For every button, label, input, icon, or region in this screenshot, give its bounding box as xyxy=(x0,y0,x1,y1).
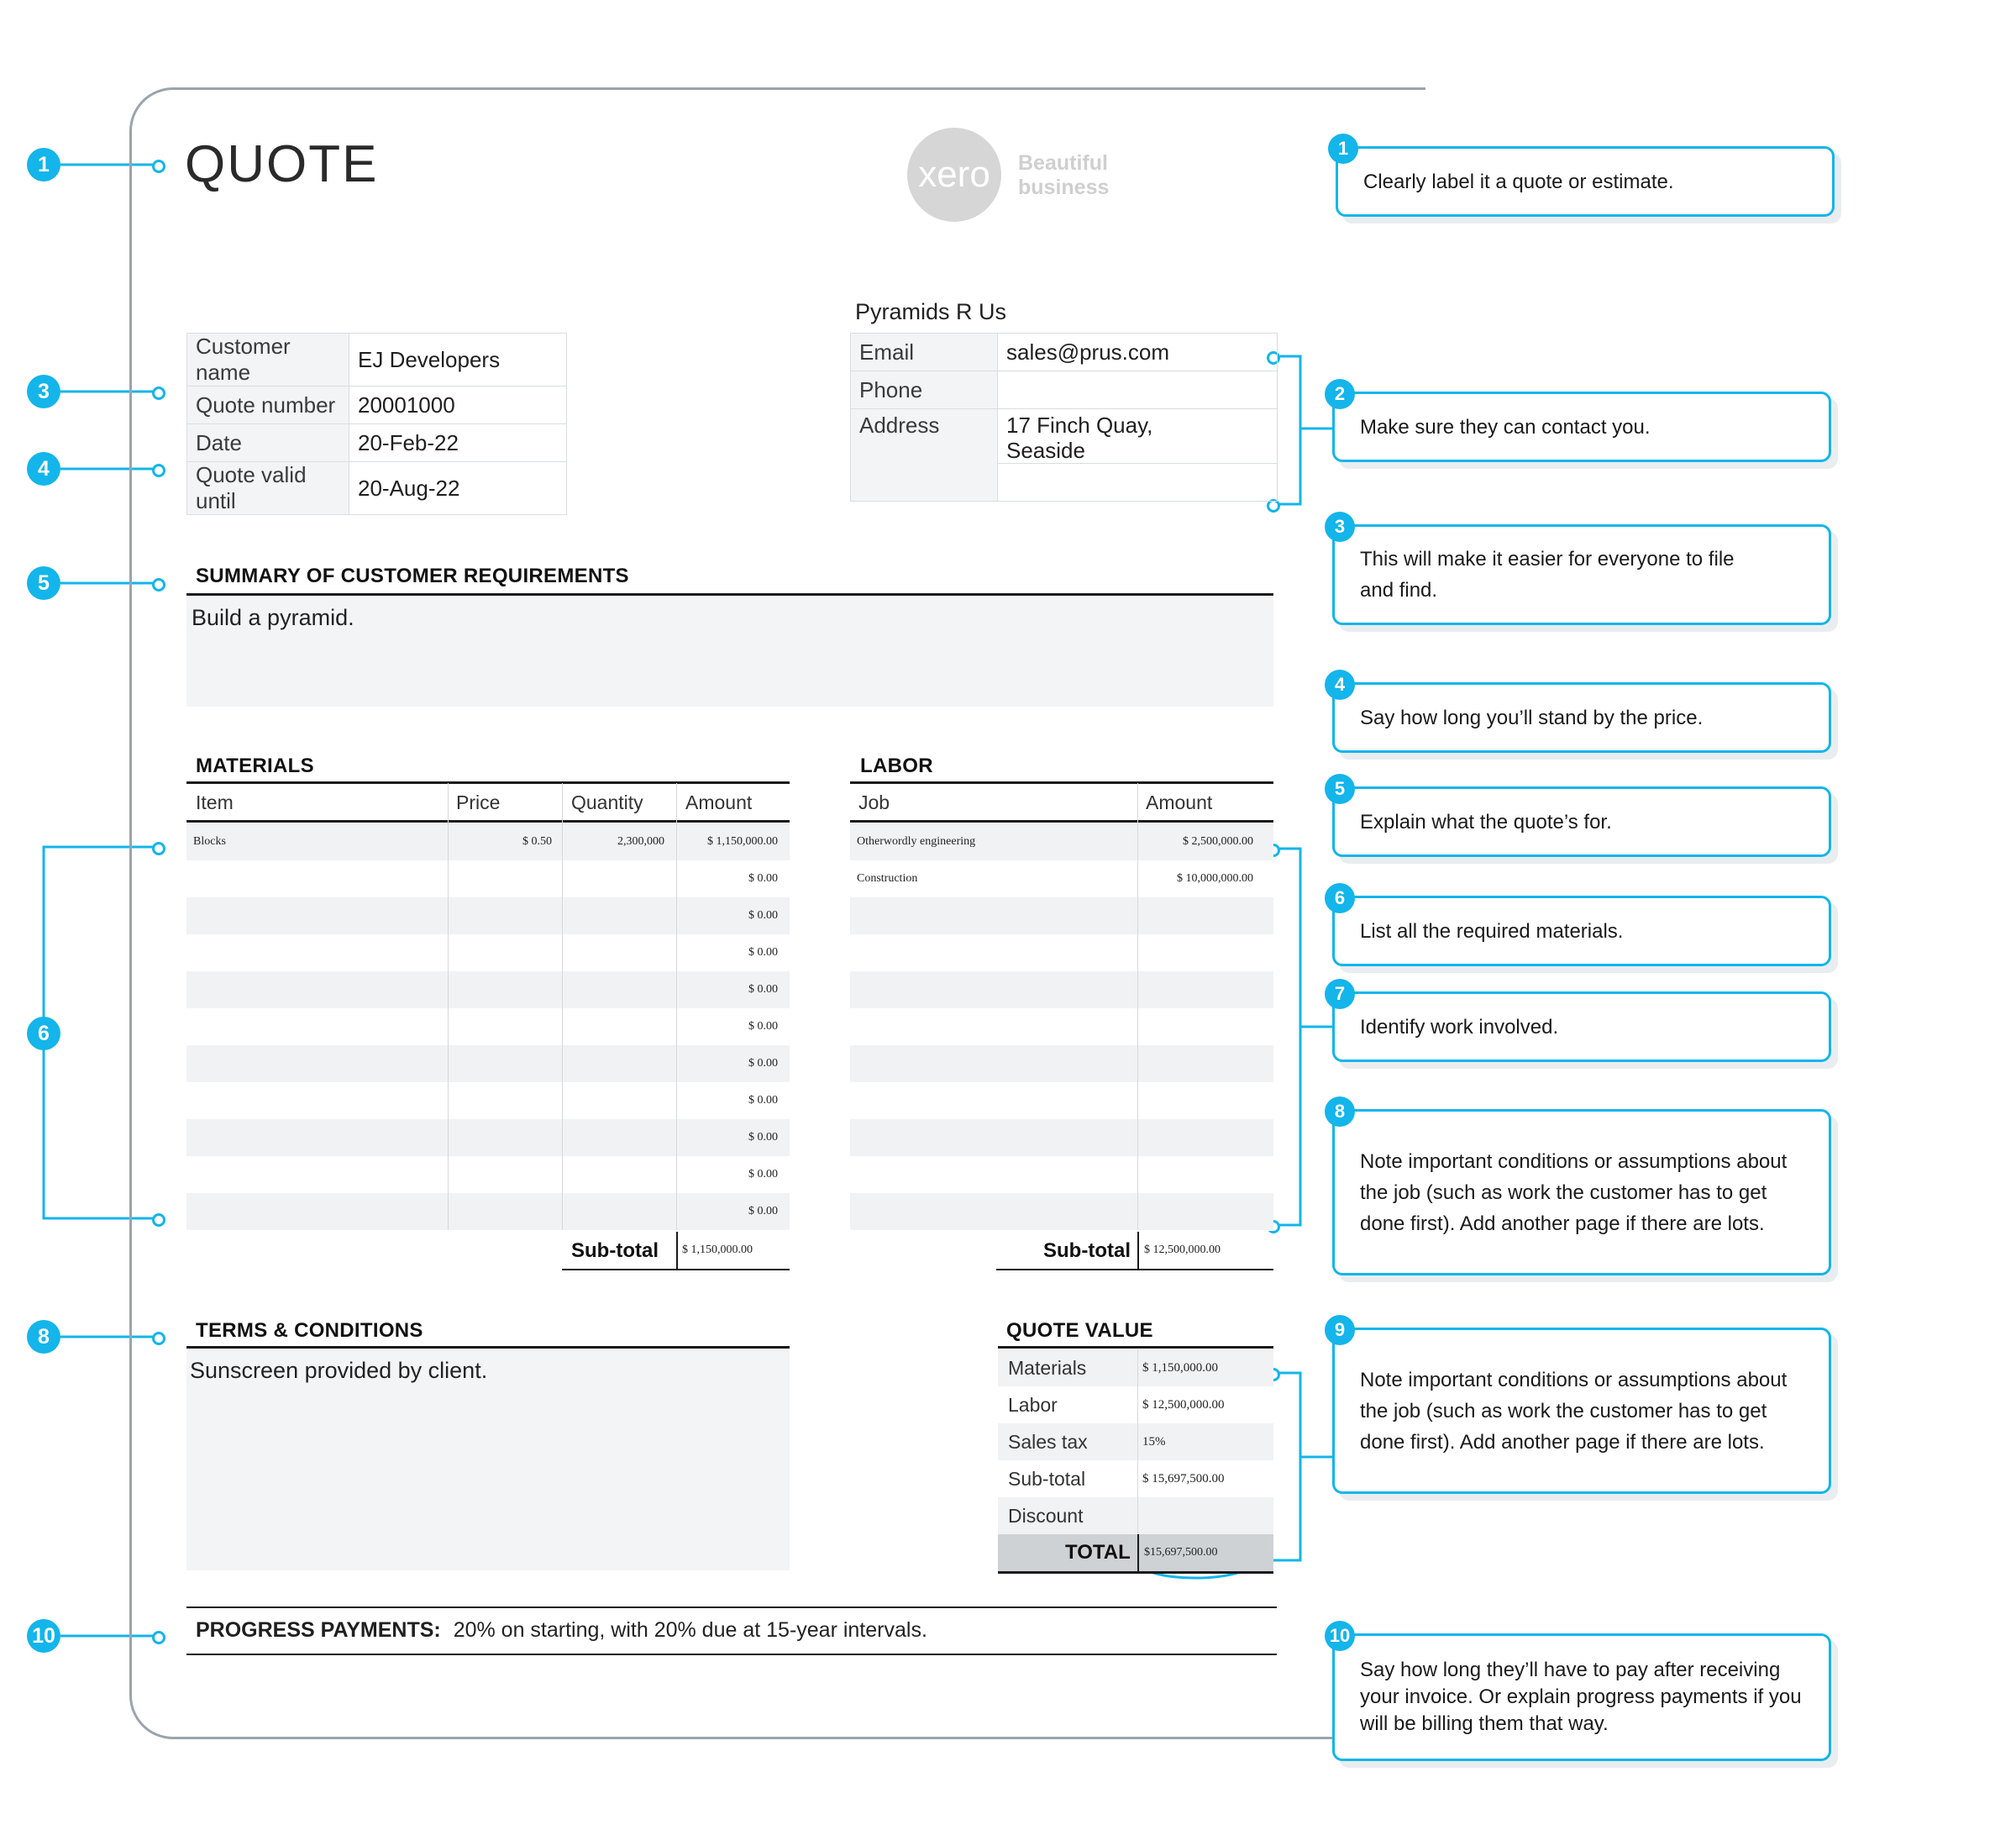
email-value: sales@prus.com xyxy=(998,334,1278,371)
quote-value-label: Sales tax xyxy=(1008,1431,1088,1453)
marker-dot xyxy=(152,1332,165,1345)
table-row xyxy=(850,1045,1273,1083)
callout-9 xyxy=(1332,1319,1831,1494)
marker-dot xyxy=(152,464,165,477)
quote-value-amount: 15% xyxy=(1142,1435,1166,1449)
materials-divider xyxy=(448,783,449,1230)
table-row xyxy=(186,1045,790,1083)
email-label: Email xyxy=(851,334,998,371)
quote-number-value: 20001000 xyxy=(349,387,567,424)
material-amount-cell: $ 0.00 xyxy=(748,1168,778,1181)
table-row xyxy=(186,1119,790,1157)
progress-label: PROGRESS PAYMENTS: xyxy=(196,1618,441,1642)
quote-value-row xyxy=(998,1349,1273,1386)
labor-amount-cell xyxy=(1137,1119,1273,1156)
callout-10 xyxy=(1329,1625,1831,1761)
material-quantity-cell xyxy=(562,1082,676,1119)
material-item-cell xyxy=(193,1156,445,1193)
quote-value-amount: $ 1,150,000.00 xyxy=(1142,1361,1218,1375)
labor-amount-cell xyxy=(1137,1008,1273,1045)
callout-1-number: 1 xyxy=(1328,134,1358,164)
labor-divider xyxy=(1137,783,1138,1230)
labor-subtotal-rule xyxy=(996,1269,1273,1270)
materials-subtotal-divider xyxy=(676,1232,678,1269)
marker-1: 1 xyxy=(27,148,60,181)
quote-value-amount: $ 12,500,000.00 xyxy=(1142,1398,1225,1412)
material-price-cell xyxy=(448,971,562,1008)
quote-number-label: Quote number xyxy=(187,387,349,424)
labor-amount-cell: $ 2,500,000.00 xyxy=(1183,835,1253,848)
labor-job-cell: Construction xyxy=(857,872,918,885)
progress-payments xyxy=(196,1618,927,1643)
material-amount-cell: $ 0.00 xyxy=(748,1205,778,1217)
phone-label: Phone xyxy=(851,371,998,409)
customer-details-table xyxy=(186,333,567,515)
material-item-cell xyxy=(193,1082,445,1119)
labor-table-body xyxy=(850,823,1273,1230)
address-line-1: 17 Finch Quay, xyxy=(1006,413,1153,438)
marker-dot xyxy=(152,1631,165,1644)
labor-job-cell xyxy=(857,1119,1134,1156)
material-price-cell xyxy=(448,1156,562,1193)
callout-8-text: Note important conditions or assumptions about the job (such as work the customer has to get done first). Add another page if there are lots. xyxy=(1360,1149,1788,1235)
labor-amount-cell xyxy=(1137,1045,1273,1082)
tagline-line-2: business xyxy=(1018,176,1110,199)
material-price-cell xyxy=(448,1119,562,1156)
total-value: $15,697,500.00 xyxy=(1144,1546,1218,1559)
materials-subtotal-label: Sub-total xyxy=(571,1239,659,1262)
table-row xyxy=(850,1082,1273,1120)
progress-top-rule xyxy=(186,1607,1277,1608)
labor-amount-cell xyxy=(1137,934,1273,971)
table-row xyxy=(186,1156,790,1194)
terms-heading: TERMS & CONDITIONS xyxy=(196,1319,423,1342)
callout-3-text: This will make it easier for everyone to file and find. xyxy=(1360,548,1735,602)
table-row xyxy=(850,1119,1273,1157)
materials-subtotal-value: $ 1,150,000.00 xyxy=(682,1244,753,1256)
callout-10-number: 10 xyxy=(1325,1621,1355,1651)
marker-4: 4 xyxy=(27,452,60,486)
materials-table-body xyxy=(186,823,790,1230)
marker-10: 10 xyxy=(27,1619,60,1653)
total-row xyxy=(998,1534,1273,1574)
materials-heading: MATERIALS xyxy=(196,755,314,777)
material-price-cell xyxy=(448,1008,562,1045)
material-quantity-cell xyxy=(562,1008,676,1045)
summary-heading: SUMMARY OF CUSTOMER REQUIREMENTS xyxy=(196,565,629,587)
material-item-cell xyxy=(193,860,445,897)
tagline-line-1: Beautiful xyxy=(1018,151,1108,175)
material-price-cell: $ 0.50 xyxy=(522,835,552,848)
material-price-cell xyxy=(448,934,562,971)
table-row xyxy=(186,860,790,898)
marker-dot xyxy=(152,578,165,592)
callout-10-text: Say how long they’ll have to pay after receiving your invoice. Or explain progress payments if you will be billing them that way. xyxy=(1360,1659,1802,1735)
material-quantity-cell xyxy=(562,897,676,934)
quote-value-row xyxy=(998,1497,1273,1534)
table-row xyxy=(850,1156,1273,1194)
labor-subtotal-divider xyxy=(1137,1232,1139,1269)
table-row xyxy=(186,1082,790,1120)
material-price-cell xyxy=(448,1045,562,1082)
quote-value-rule xyxy=(998,1346,1273,1349)
labor-job-cell xyxy=(857,1045,1134,1082)
labor-subtotal-value: $ 12,500,000.00 xyxy=(1144,1244,1221,1256)
company-contact-table xyxy=(850,333,1278,502)
marker-dot xyxy=(152,387,165,400)
callout-1-text: Clearly label it a quote or estimate. xyxy=(1363,170,1674,193)
callout-1 xyxy=(1336,138,1835,217)
labor-job-cell xyxy=(857,897,1134,934)
quote-value-heading: QUOTE VALUE xyxy=(1006,1319,1153,1342)
callout-5-number: 5 xyxy=(1325,774,1355,804)
material-item-cell xyxy=(193,1193,445,1230)
table-row xyxy=(186,1193,790,1231)
materials-header-rule xyxy=(186,820,790,823)
labor-job-cell: Otherwordly engineering xyxy=(857,835,976,848)
labor-col-amount: Amount xyxy=(1146,791,1213,813)
marker-6: 6 xyxy=(27,1017,60,1050)
callout-8 xyxy=(1332,1101,1831,1275)
labor-job-cell xyxy=(857,1082,1134,1119)
materials-divider xyxy=(562,783,563,1230)
materials-col-price: Price xyxy=(456,791,501,813)
quote-value-label: Materials xyxy=(1008,1357,1087,1379)
labor-amount-cell xyxy=(1137,971,1273,1008)
material-amount-cell: $ 0.00 xyxy=(748,1094,778,1107)
labor-amount-cell xyxy=(1137,1156,1273,1193)
progress-text: 20% on starting, with 20% due at 15-year intervals. xyxy=(453,1618,927,1642)
callout-3-number: 3 xyxy=(1325,512,1355,542)
address-label: Address xyxy=(851,409,998,502)
callout-7-text: Identify work involved. xyxy=(1360,1015,1559,1039)
table-row xyxy=(850,1193,1273,1231)
table-row xyxy=(850,934,1273,972)
callout-3 xyxy=(1332,516,1831,625)
company-name: Pyramids R Us xyxy=(855,299,1007,324)
materials-top-rule xyxy=(186,781,790,784)
material-quantity-cell xyxy=(562,934,676,971)
callout-4-number: 4 xyxy=(1325,670,1355,700)
labor-header-rule xyxy=(850,820,1273,823)
terms-text: Sunscreen provided by client. xyxy=(190,1358,488,1383)
table-row xyxy=(850,971,1273,1009)
callout-7-number: 7 xyxy=(1325,979,1355,1009)
material-amount-cell: $ 0.00 xyxy=(748,1131,778,1144)
callout-4 xyxy=(1332,674,1831,753)
labor-amount-cell xyxy=(1137,1082,1273,1119)
labor-job-cell xyxy=(857,971,1134,1008)
date-value: 20-Feb-22 xyxy=(349,424,567,462)
materials-col-amount: Amount xyxy=(685,791,753,813)
callout-6-number: 6 xyxy=(1325,883,1355,913)
valid-until-label: Quote valid until xyxy=(187,462,349,515)
quote-value-label: Sub-total xyxy=(1008,1468,1086,1490)
callout-2 xyxy=(1332,383,1831,462)
quote-value-divider xyxy=(1137,1349,1138,1534)
callout-6-text: List all the required materials. xyxy=(1360,919,1624,943)
table-row xyxy=(850,897,1273,935)
labor-subtotal-label: Sub-total xyxy=(1043,1239,1131,1262)
labor-job-cell xyxy=(857,1008,1134,1045)
quote-value-row xyxy=(998,1460,1273,1497)
material-quantity-cell xyxy=(562,971,676,1008)
labor-amount-cell xyxy=(1137,897,1273,934)
material-amount-cell: $ 0.00 xyxy=(748,946,778,959)
customer-name-value: EJ Developers xyxy=(349,334,567,387)
material-price-cell xyxy=(448,1193,562,1230)
material-amount-cell: $ 0.00 xyxy=(748,1020,778,1033)
material-amount-cell: $ 0.00 xyxy=(748,909,778,922)
table-row xyxy=(186,897,790,935)
callout-9-text: Note important conditions or assumptions about the job (such as work the customer has to get done first). Add another page if there are lots. xyxy=(1360,1368,1788,1454)
summary-text: Build a pyramid. xyxy=(192,605,354,630)
progress-bottom-rule xyxy=(186,1654,1277,1655)
marker-5: 5 xyxy=(27,566,60,600)
callout-2-text: Make sure they can contact you. xyxy=(1360,415,1651,439)
callout-2-number: 2 xyxy=(1325,379,1355,409)
quote-value-row xyxy=(998,1423,1273,1460)
materials-col-item: Item xyxy=(196,791,234,813)
material-price-cell xyxy=(448,897,562,934)
material-quantity-cell xyxy=(562,860,676,897)
table-row xyxy=(850,823,1273,861)
quote-value-table xyxy=(998,1349,1273,1534)
callout-9-number: 9 xyxy=(1325,1315,1355,1345)
material-amount-cell: $ 1,150,000.00 xyxy=(707,835,778,848)
logo-tagline xyxy=(1018,151,1109,200)
callout-8-number: 8 xyxy=(1325,1096,1355,1127)
quote-title: QUOTE xyxy=(185,135,379,193)
material-item-cell xyxy=(193,1008,445,1045)
material-price-cell xyxy=(448,1082,562,1119)
materials-divider xyxy=(676,783,677,1230)
material-quantity-cell xyxy=(562,1156,676,1193)
quote-value-amount: $ 15,697,500.00 xyxy=(1142,1472,1225,1486)
callout-7 xyxy=(1332,983,1831,1062)
quote-value-label: Labor xyxy=(1008,1394,1058,1416)
material-quantity-cell: 2,300,000 xyxy=(617,835,664,848)
address-value xyxy=(998,409,1278,464)
marker-dot xyxy=(152,842,165,855)
table-row xyxy=(850,860,1273,898)
material-quantity-cell xyxy=(562,1193,676,1230)
address-line-2: Seaside xyxy=(1006,438,1085,463)
table-row xyxy=(850,1008,1273,1046)
marker-dot xyxy=(152,160,165,173)
callout-4-text: Say how long you’ll stand by the price. xyxy=(1360,706,1704,729)
material-quantity-cell xyxy=(562,1119,676,1156)
material-item-cell xyxy=(193,1119,445,1156)
labor-heading: LABOR xyxy=(860,755,933,777)
material-item-cell xyxy=(193,934,445,971)
callout-5-text: Explain what the quote’s for. xyxy=(1360,810,1612,833)
labor-job-cell xyxy=(857,1156,1134,1193)
marker-3: 3 xyxy=(27,375,60,408)
material-price-cell xyxy=(448,860,562,897)
marker-dot xyxy=(152,1213,165,1227)
table-row xyxy=(186,823,790,861)
callout-6 xyxy=(1332,887,1831,966)
address-blank-cell xyxy=(998,464,1278,502)
labor-amount-cell: $ 10,000,000.00 xyxy=(1177,872,1253,885)
labor-job-cell xyxy=(857,934,1134,971)
total-label: TOTAL xyxy=(1065,1541,1131,1564)
quote-value-label: Discount xyxy=(1008,1505,1084,1527)
material-amount-cell: $ 0.00 xyxy=(748,1057,778,1070)
materials-subtotal-rule xyxy=(562,1269,790,1270)
material-quantity-cell xyxy=(562,1045,676,1082)
labor-amount-cell xyxy=(1137,1193,1273,1230)
material-item-cell xyxy=(193,1045,445,1082)
material-amount-cell: $ 0.00 xyxy=(748,872,778,885)
total-divider xyxy=(1137,1534,1139,1571)
xero-logo: xero xyxy=(907,128,1001,222)
table-row xyxy=(186,934,790,972)
labor-top-rule xyxy=(850,781,1273,784)
valid-until-value: 20-Aug-22 xyxy=(349,462,567,515)
table-row xyxy=(186,1008,790,1046)
customer-name-label: Customer name xyxy=(187,334,349,387)
material-amount-cell: $ 0.00 xyxy=(748,983,778,996)
material-item-cell: Blocks xyxy=(193,835,226,848)
phone-value xyxy=(998,371,1278,409)
labor-job-cell xyxy=(857,1193,1134,1230)
callout-5 xyxy=(1332,778,1831,857)
labor-col-job: Job xyxy=(858,791,890,813)
materials-col-quantity: Quantity xyxy=(571,791,643,813)
material-item-cell xyxy=(193,971,445,1008)
table-row xyxy=(186,971,790,1009)
marker-8: 8 xyxy=(27,1320,60,1354)
quote-value-row xyxy=(998,1386,1273,1423)
date-label: Date xyxy=(187,424,349,462)
material-item-cell xyxy=(193,897,445,934)
